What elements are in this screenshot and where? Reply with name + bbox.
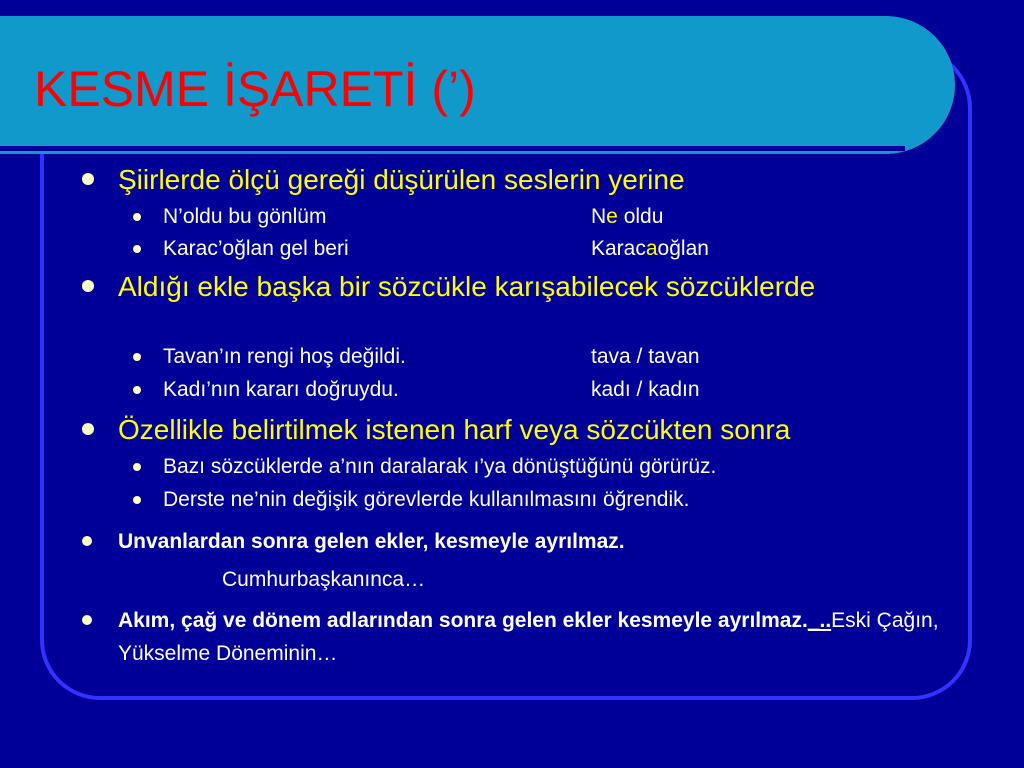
rule-example: Eski Çağın, Yükselme Döneminin… [118,609,939,665]
item-text: N’oldu bu gönlüm [163,205,327,228]
heading-text: Şiirlerde ölçü gereği düşürülen seslerin yerine [118,164,685,195]
sub-item-3-1 [163,454,716,480]
sub-item-3-2 [163,487,689,513]
rule-text: Unvanlardan sonra gelen ekler, kesmeyle ayrılmaz. [118,530,625,553]
item-example: kadı / kadın [591,378,700,401]
bullet-icon [133,386,141,394]
item-text: Tavan’ın rengi hoş değildi. [163,345,406,368]
heading-text: Aldığı ekle başka bir sözcükle karışabilecek sözcüklerde [118,271,816,302]
bullet-heading-2 [118,270,948,303]
sub-item-1-1 [163,204,664,230]
item-text: Bazı sözcüklerde a’nın daralarak ı’ya dönüştüğünü görürüz. [163,455,717,478]
bullet-icon [133,213,141,221]
bullet-icon [82,423,94,435]
item-text: Derste ne’nin değişik görevlerde kullanılmasını öğrendik. [163,488,690,511]
item-example: Karacaoğlan [591,237,709,260]
rule-text: Akım, çağ ve dönem adlarından sonra gelen ekler kesmeyle ayrılmaz. [118,609,808,632]
rule-4-example: Cumhurbaşkanınca… [222,568,426,591]
item-text: Karac’oğlan gel beri [163,237,349,260]
highlight-letter: e [606,205,618,228]
heading-text: Özellikle belirtilmek istenen harf veya sözcükten sonra [118,414,791,445]
item-example: Ne oldu [591,205,664,228]
bullet-icon [133,245,141,253]
item-example: tava / tavan [591,345,700,368]
item-text: Kadı’nın kararı doğruydu. [163,378,399,401]
bullet-rule-5 [118,604,948,670]
bullet-heading-1 [118,163,948,196]
bullet-icon [82,615,92,625]
rule-separator: _.. [807,609,832,632]
bullet-icon [82,536,92,546]
bullet-icon [133,463,141,471]
sub-item-1-2 [163,236,709,262]
sub-item-2-1 [163,344,700,370]
slide-title: KESME İŞARETİ (’) [34,61,476,117]
sub-item-2-2 [163,377,700,403]
bullet-icon [82,173,94,185]
bullet-icon [82,280,94,292]
bullet-icon [133,353,141,361]
bullet-rule-4 [118,525,948,558]
highlight-letter: a [645,237,658,260]
bullet-heading-3 [118,413,948,446]
bullet-icon [133,496,141,504]
